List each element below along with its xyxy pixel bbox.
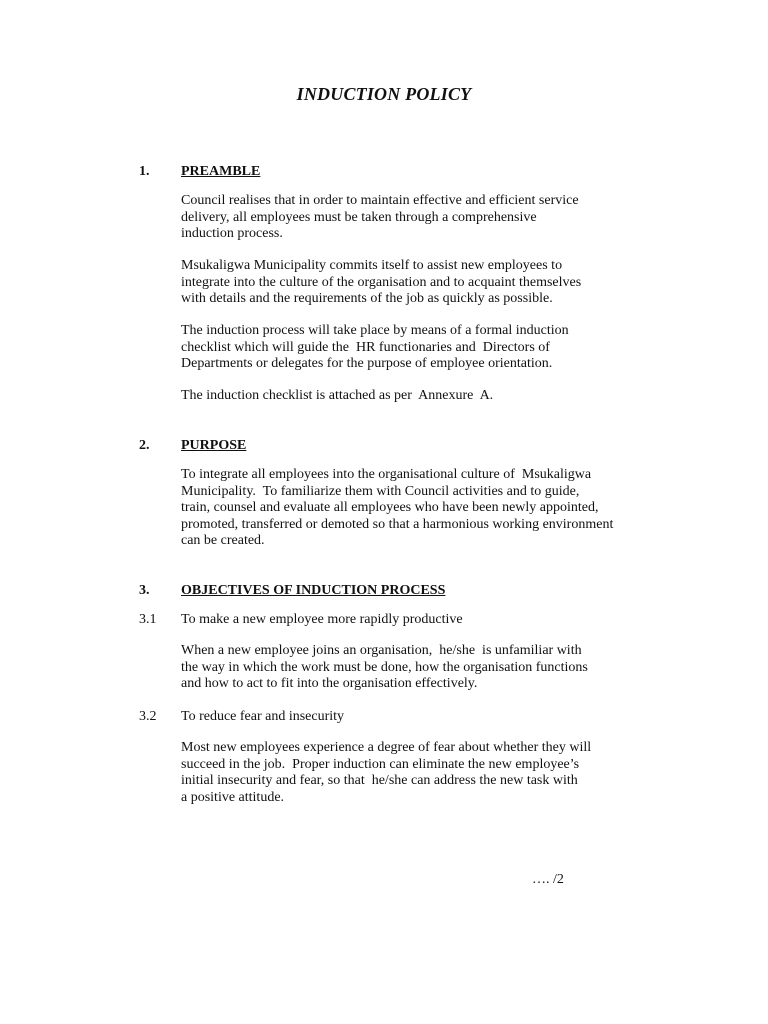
section-number: 3. (139, 583, 150, 598)
subsection-number: 3.1 (139, 612, 157, 627)
text-line: succeed in the job. Proper induction can eliminate the new employee’s (181, 756, 580, 772)
section-number: 1. (139, 164, 150, 179)
text-line: train, counsel and evaluate all employees who have been newly appointed, (181, 500, 599, 515)
section-number: 2. (139, 438, 150, 453)
text-line: integrate into the culture of the organisation and to acquaint themselves (181, 274, 582, 290)
text-line: delivery, all employees must be taken through a comprehensive (181, 209, 537, 225)
text-line: Most new employees experience a degree of fear about whether they will (181, 740, 592, 755)
subsection-heading: To reduce fear and insecurity (181, 709, 345, 724)
text-line: with details and the requirements of the job as quickly as possible. (181, 291, 553, 306)
paragraph (181, 643, 641, 693)
subsection-number: 3.2 (139, 709, 157, 724)
text-line: can be created. (181, 533, 265, 548)
section-heading-preamble: PREAMBLE (181, 164, 261, 179)
paragraph (181, 388, 641, 405)
text-line: The induction checklist is attached as per Annexure A. (181, 388, 494, 403)
page-continuation-marker: …. /2 (532, 872, 564, 887)
text-line: The induction process will take place by means of a formal induction (181, 323, 569, 338)
section-heading-purpose: PURPOSE (181, 438, 247, 453)
text-line: Msukaligwa Municipality commits itself to assist new employees to (181, 258, 563, 273)
text-line: and how to act to fit into the organisation effectively. (181, 676, 478, 691)
text-line: promoted, transferred or demoted so that a harmonious working environment (181, 516, 614, 532)
text-line: To integrate all employees into the organisational culture of Msukaligwa (181, 467, 592, 482)
paragraph (181, 193, 641, 243)
text-line: checklist which will guide the HR functionaries and Directors of (181, 339, 550, 355)
text-line: Departments or delegates for the purpose of employee orientation. (181, 356, 553, 371)
subsection-heading: To make a new employee more rapidly productive (181, 612, 463, 627)
paragraph (181, 323, 641, 373)
text-line: When a new employee joins an organisation, he/she is unfamiliar with (181, 643, 582, 658)
paragraph (181, 740, 641, 806)
text-line: the way in which the work must be done, how the organisation functions (181, 659, 588, 675)
text-line: initial insecurity and fear, so that he/she can address the new task with (181, 773, 578, 788)
text-line: a positive attitude. (181, 789, 285, 805)
paragraph (181, 467, 641, 550)
text-line: induction process. (181, 226, 283, 241)
document-title: INDUCTION POLICY (296, 84, 472, 104)
text-line: Municipality. To familiarize them with Council activities and to guide, (181, 483, 580, 499)
text-line: Council realises that in order to maintain effective and efficient service (181, 193, 579, 208)
paragraph (181, 258, 641, 308)
section-heading-objectives: OBJECTIVES OF INDUCTION PROCESS (181, 583, 446, 598)
